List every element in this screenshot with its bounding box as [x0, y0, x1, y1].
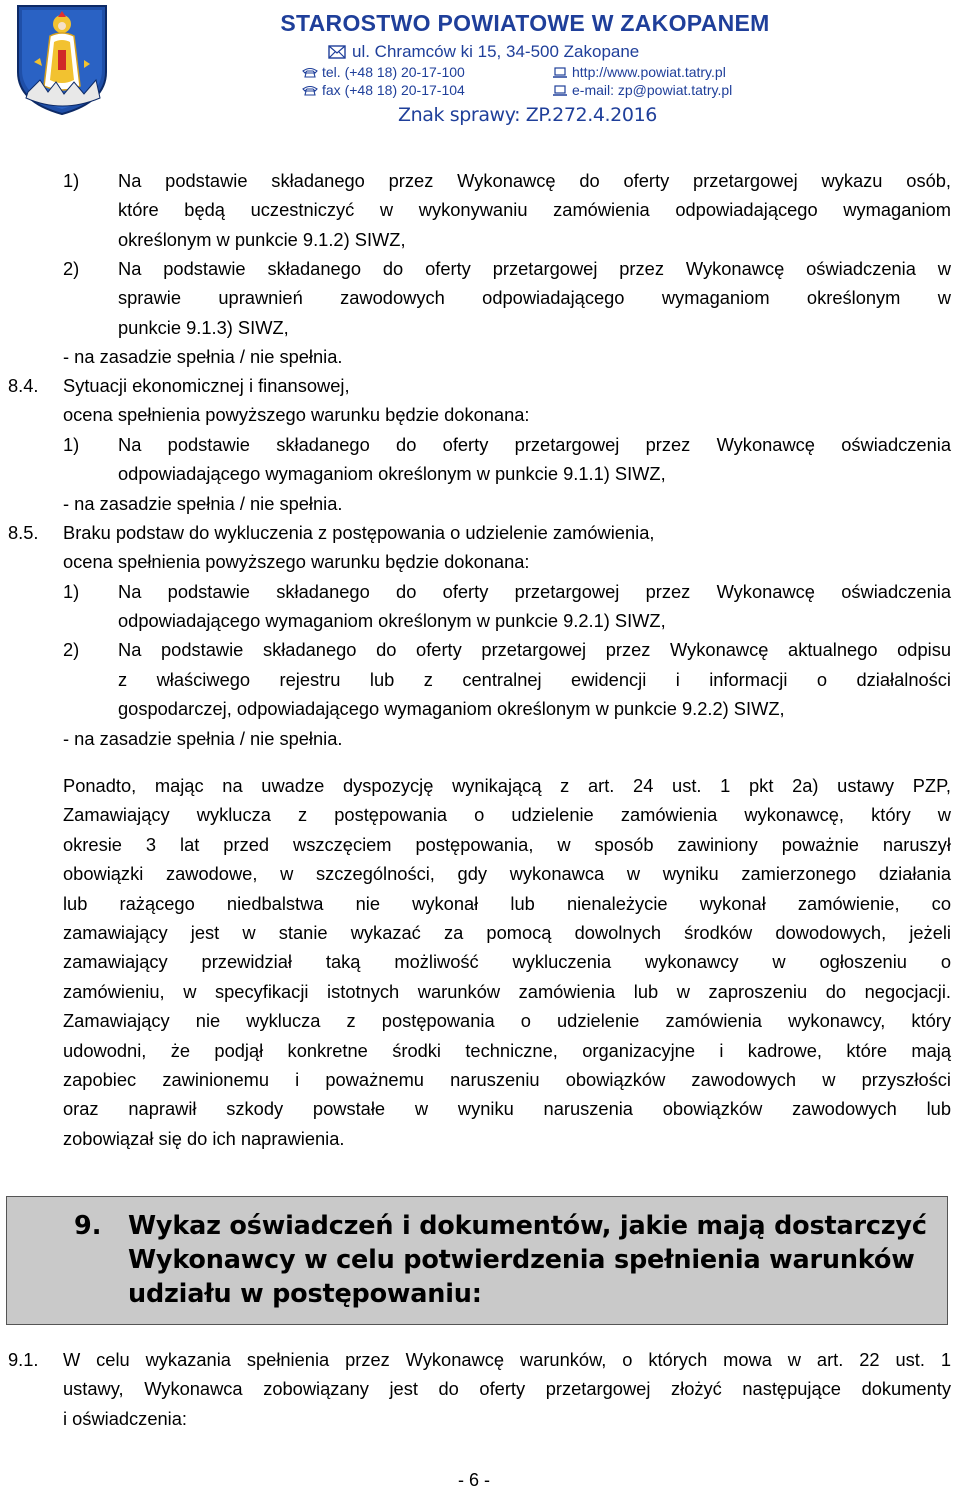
- phone-text: tel. (+48 18) 20-17-100: [322, 64, 465, 80]
- section-title: Sytuacji ekonomicznej i finansowej,: [63, 375, 350, 396]
- fax-line: [302, 82, 465, 98]
- paragraph-line: zapobiec zawinionemu i poważnemu naruszeniu obowiązków zawodowych w przyszłości: [63, 1069, 951, 1090]
- text-line: ocena spełnienia powyższego warunku będzie dokonana:: [63, 551, 530, 572]
- org-address: [328, 42, 639, 62]
- paragraph-line: zamawiający jest w stanie wykazać za pomocą dowolnych środków dowodowych, jeżeli: [63, 922, 951, 943]
- website-link[interactable]: http://www.powiat.tatry.pl: [572, 64, 726, 80]
- paragraph-line: Zamawiający wyklucza z postępowania o udzielenie zamówienia wykonawcę, który w: [63, 804, 951, 825]
- text-line: Na podstawie składanego przez Wykonawcę do oferty przetargowej wykazu osób,: [118, 170, 951, 191]
- list-number: 1): [63, 434, 80, 455]
- case-reference: Znak sprawy: ZP.272.4.2016: [398, 104, 657, 126]
- text-line: sprawie uprawnień zawodowych odpowiadającego wymaganiom określonym w: [118, 287, 951, 308]
- paragraph-line: oraz naprawił szkody powstałe w wyniku naruszenia obowiązków zawodowych lub: [63, 1098, 951, 1119]
- text-line: odpowiadającego wymaganiom określonym w punkcie 9.2.1) SIWZ,: [118, 610, 666, 631]
- coat-of-arms: [14, 2, 110, 116]
- paragraph-line: obowiązki zawodowe, w szczególności, gdy wykonawca w wyniku zamierzonego działania: [63, 863, 951, 884]
- list-number: 1): [63, 170, 80, 191]
- section-number: 9.: [74, 1211, 102, 1241]
- section-number: 9.1.: [8, 1349, 39, 1370]
- paragraph-line: zamawiający przewidział taką możliwość wykluczenia wykonawcy w ogłoszeniu o: [63, 951, 951, 972]
- paragraph-line: zobowiązał się do ich naprawienia.: [63, 1128, 345, 1149]
- text-line: które będą uczestniczyć w wykonywaniu zamówienia odpowiadającego wymaganiom: [118, 199, 951, 220]
- section-heading: Wykaz oświadczeń i dokumentów, jakie mają dostarczyć: [128, 1211, 927, 1241]
- computer-icon: [552, 67, 568, 78]
- computer-icon: [552, 85, 568, 96]
- text-line: punkcie 9.1.3) SIWZ,: [118, 317, 289, 338]
- list-number: 1): [63, 581, 80, 602]
- list-number: 2): [63, 258, 80, 279]
- envelope-icon: [328, 45, 346, 59]
- phone-line: [302, 64, 465, 80]
- section-heading: udziału w postępowaniu:: [128, 1279, 482, 1309]
- section-title: Braku podstaw do wykluczenia z postępowania o udzielenie zamówienia,: [63, 522, 655, 543]
- section-number: 8.5.: [8, 522, 39, 543]
- website-line[interactable]: [552, 64, 726, 80]
- conclusion: - na zasadzie spełnia / nie spełnia.: [63, 346, 343, 367]
- paragraph-line: okresie 3 lat przed wszczęciem postępowania, w sposób zawiniony poważnie naruszył: [63, 834, 951, 855]
- phone-icon: [302, 67, 318, 78]
- text-line: ustawy, Wykonawca zobowiązany jest do oferty przetargowej złożyć następujące dokumenty: [63, 1378, 951, 1399]
- address-text: ul. Chramców ki 15, 34-500 Zakopane: [352, 42, 640, 61]
- conclusion: - na zasadzie spełnia / nie spełnia.: [63, 493, 343, 514]
- text-line: Na podstawie składanego do oferty przetargowej przez Wykonawcę oświadczenia w: [118, 258, 951, 279]
- paragraph-line: zamówieniu, w specyfikacji istotnych warunków zamówienia lub w zaproszeniu do negocjacji.: [63, 981, 951, 1002]
- paragraph-line: Zamawiający nie wyklucza z postępowania o udzielenie zamówienia wykonawcy, który: [63, 1010, 951, 1031]
- paragraph-line: Ponadto, mając na uwadze dyspozycję wynikającą z art. 24 ust. 1 pkt 2a) ustawy PZP,: [63, 775, 951, 796]
- page-number: - 6 -: [458, 1470, 491, 1490]
- text-line: Na podstawie składanego do oferty przetargowej przez Wykonawcę aktualnego odpisu: [118, 639, 951, 660]
- section-heading: Wykonawcy w celu potwierdzenia spełnienia warunków: [128, 1245, 915, 1275]
- text-line: Na podstawie składanego do oferty przetargowej przez Wykonawcę oświadczenia: [118, 434, 951, 455]
- text-line: określonym w punkcie 9.1.2) SIWZ,: [118, 229, 406, 250]
- text-line: z właściwego rejestru lub z centralnej ewidencji i informacji o działalności: [118, 669, 951, 690]
- text-line: gospodarczej, odpowiadającego wymaganiom określonym w punkcie 9.2.2) SIWZ,: [118, 698, 785, 719]
- text-line: odpowiadającego wymaganiom określonym w punkcie 9.1.1) SIWZ,: [118, 463, 666, 484]
- phone-icon: [302, 85, 318, 96]
- text-line: W celu wykazania spełnienia przez Wykonawcę warunków, o których mowa w art. 22 ust. 1: [63, 1349, 951, 1370]
- text-line: ocena spełnienia powyższego warunku będzie dokonana:: [63, 404, 530, 425]
- list-number: 2): [63, 639, 80, 660]
- email-link[interactable]: e-mail: zp@powiat.tatry.pl: [572, 82, 733, 98]
- conclusion: - na zasadzie spełnia / nie spełnia.: [63, 728, 343, 749]
- text-line: Na podstawie składanego do oferty przetargowej przez Wykonawcę oświadczenia: [118, 581, 951, 602]
- email-line[interactable]: [552, 82, 732, 98]
- section-number: 8.4.: [8, 375, 39, 396]
- text-line: i oświadczenia:: [63, 1408, 187, 1429]
- paragraph-line: lub rażącego niedbalstwa nie wykonał lub nienależycie wykonał zamówienie, co: [63, 893, 951, 914]
- paragraph-line: udowodni, że podjął konkretne środki techniczne, organizacyjne i kadrowe, które mają: [63, 1040, 951, 1061]
- org-title: STAROSTWO POWIATOWE W ZAKOPANEM: [280, 10, 770, 36]
- fax-text: fax (+48 18) 20-17-104: [322, 82, 465, 98]
